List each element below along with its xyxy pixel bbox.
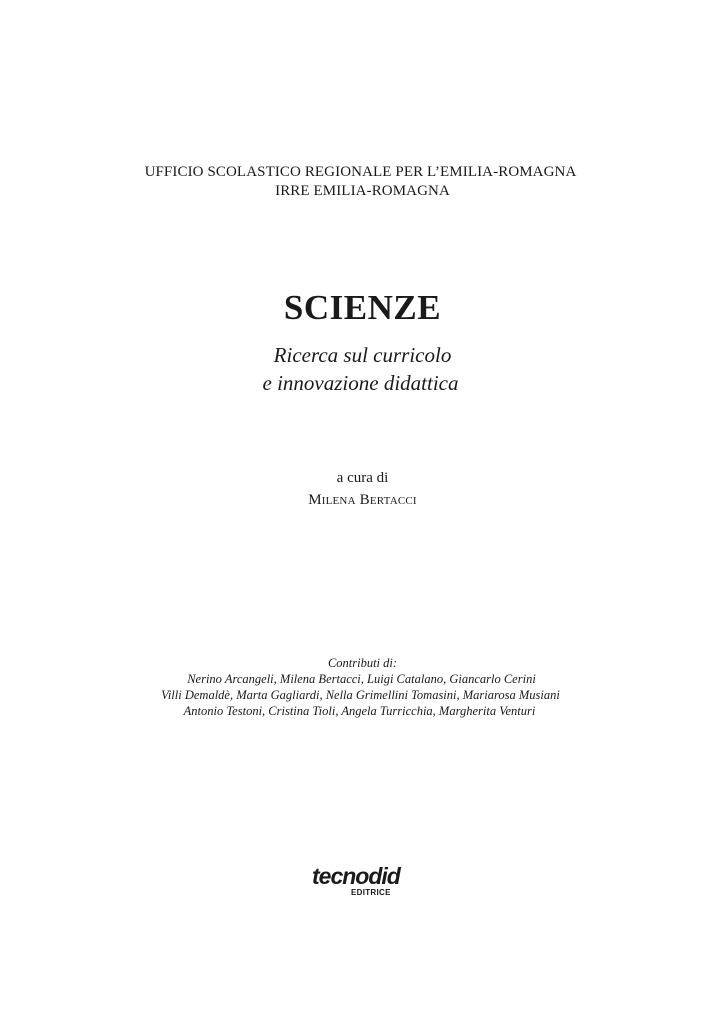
- book-subtitle-line-1: Ricerca sul curricolo: [273, 343, 452, 367]
- contributors-line-2: Villi Demaldè, Marta Gagliardi, Nella Grimellini Tomasini, Mariarosa Musiani: [161, 688, 560, 702]
- institution-name: UFFICIO SCOLASTICO REGIONALE PER L’EMILIA-ROMAGNA: [144, 164, 577, 180]
- editor-name: Milena Bertacci: [308, 492, 417, 508]
- contributors-line-3: Antonio Testoni, Cristina Tioli, Angela Turricchia, Margherita Venturi: [183, 704, 536, 718]
- publisher-logo-subtext: EDITRICE: [351, 888, 391, 897]
- publisher-logo-text: tecnodid: [312, 863, 400, 889]
- institute-name: IRRE EMILIA-ROMAGNA: [275, 183, 450, 199]
- editor-label: a cura di: [336, 470, 389, 486]
- publisher-logo: [311, 862, 403, 898]
- contributors-line-1: Nerino Arcangeli, Milena Bertacci, Luigi Catalano, Giancarlo Cerini: [187, 672, 536, 686]
- book-title: SCIENZE: [283, 288, 442, 327]
- contributors-label: Contributi di:: [327, 656, 398, 670]
- book-subtitle-line-2: e innovazione didattica: [262, 371, 459, 395]
